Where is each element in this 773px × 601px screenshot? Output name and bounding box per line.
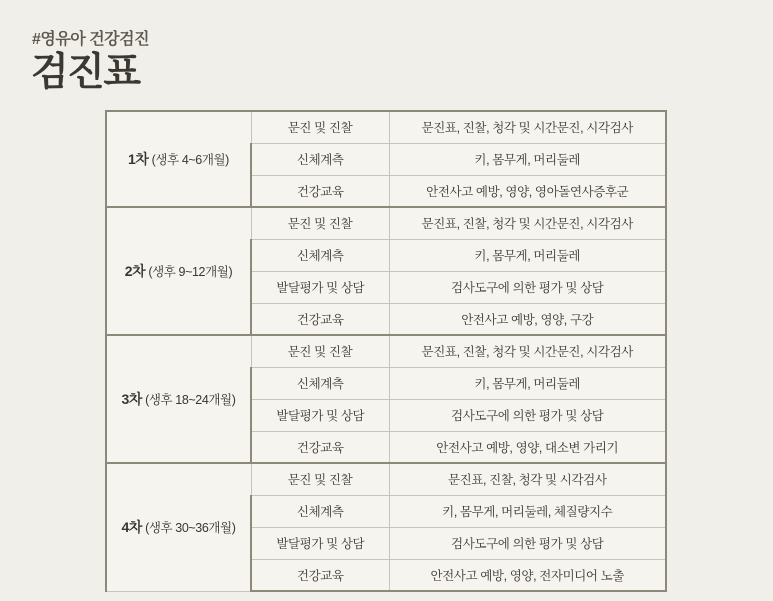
- category-cell: 신체계측: [251, 143, 389, 175]
- table-row: [106, 207, 666, 239]
- detail-cell: 키, 몸무게, 머리둘레: [389, 239, 666, 271]
- category-cell: 발달평가 및 상담: [251, 271, 389, 303]
- category-cell: 건강교육: [251, 431, 389, 463]
- table-row: [106, 335, 666, 367]
- round-age: (생후 9~12개월): [148, 265, 233, 279]
- round-age: (생후 18~24개월): [145, 393, 236, 407]
- table-row: [106, 463, 666, 495]
- round-cell: [106, 335, 251, 463]
- category-cell: 문진 및 진찰: [251, 207, 389, 239]
- category-cell: 건강교육: [251, 175, 389, 207]
- checkup-table-wrapper: [105, 110, 665, 592]
- round-number: 4차: [121, 519, 143, 536]
- detail-cell: 문진표, 진찰, 청각 및 시각검사: [389, 463, 666, 495]
- round-number: 3차: [121, 391, 143, 407]
- detail-cell: 안전사고 예방, 영양, 전자미디어 노출: [389, 559, 666, 591]
- detail-cell: 키, 몸무게, 머리둘레, 체질량지수: [389, 495, 666, 527]
- category-cell: 건강교육: [251, 303, 389, 335]
- detail-cell: 안전사고 예방, 영양, 대소변 가리기: [389, 431, 666, 463]
- category-cell: 발달평가 및 상담: [251, 527, 389, 559]
- hashtag-label: #영유아 건강검진: [32, 31, 150, 48]
- category-cell: 문진 및 진찰: [251, 463, 389, 495]
- category-cell: 문진 및 진찰: [251, 335, 389, 367]
- round-cell: [106, 207, 251, 335]
- category-cell: 신체계측: [251, 367, 389, 399]
- detail-cell: 문진표, 진찰, 청각 및 시간문진, 시각검사: [389, 335, 666, 367]
- detail-cell: 문진표, 진찰, 청각 및 시간문진, 시각검사: [389, 207, 666, 239]
- round-age: (생후 30~36개월): [145, 521, 236, 536]
- detail-cell: 검사도구에 의한 평가 및 상담: [389, 399, 666, 431]
- category-cell: 발달평가 및 상담: [251, 399, 389, 431]
- detail-cell: 안전사고 예방, 영양, 구강: [389, 303, 666, 335]
- page-title: 검진표: [31, 51, 140, 94]
- detail-cell: 안전사고 예방, 영양, 영아돌연사증후군: [389, 175, 666, 207]
- table-row: [106, 111, 666, 143]
- round-number: 2차: [124, 263, 146, 279]
- checkup-table: [105, 110, 667, 592]
- round-number: 1차: [128, 151, 149, 167]
- category-cell: 건강교육: [251, 559, 389, 591]
- detail-cell: 문진표, 진찰, 청각 및 시간문진, 시각검사: [389, 111, 666, 143]
- detail-cell: 키, 몸무게, 머리둘레: [389, 143, 666, 175]
- category-cell: 신체계측: [251, 495, 389, 527]
- category-cell: 신체계측: [251, 239, 389, 271]
- checkup-table-body: [106, 111, 666, 591]
- round-cell: [106, 463, 251, 591]
- detail-cell: 검사도구에 의한 평가 및 상담: [389, 527, 666, 559]
- round-cell: [106, 111, 251, 207]
- detail-cell: 검사도구에 의한 평가 및 상담: [389, 271, 666, 303]
- round-age: (생후 4~6개월): [151, 153, 229, 167]
- detail-cell: 키, 몸무게, 머리둘레: [389, 367, 666, 399]
- category-cell: 문진 및 진찰: [251, 111, 389, 143]
